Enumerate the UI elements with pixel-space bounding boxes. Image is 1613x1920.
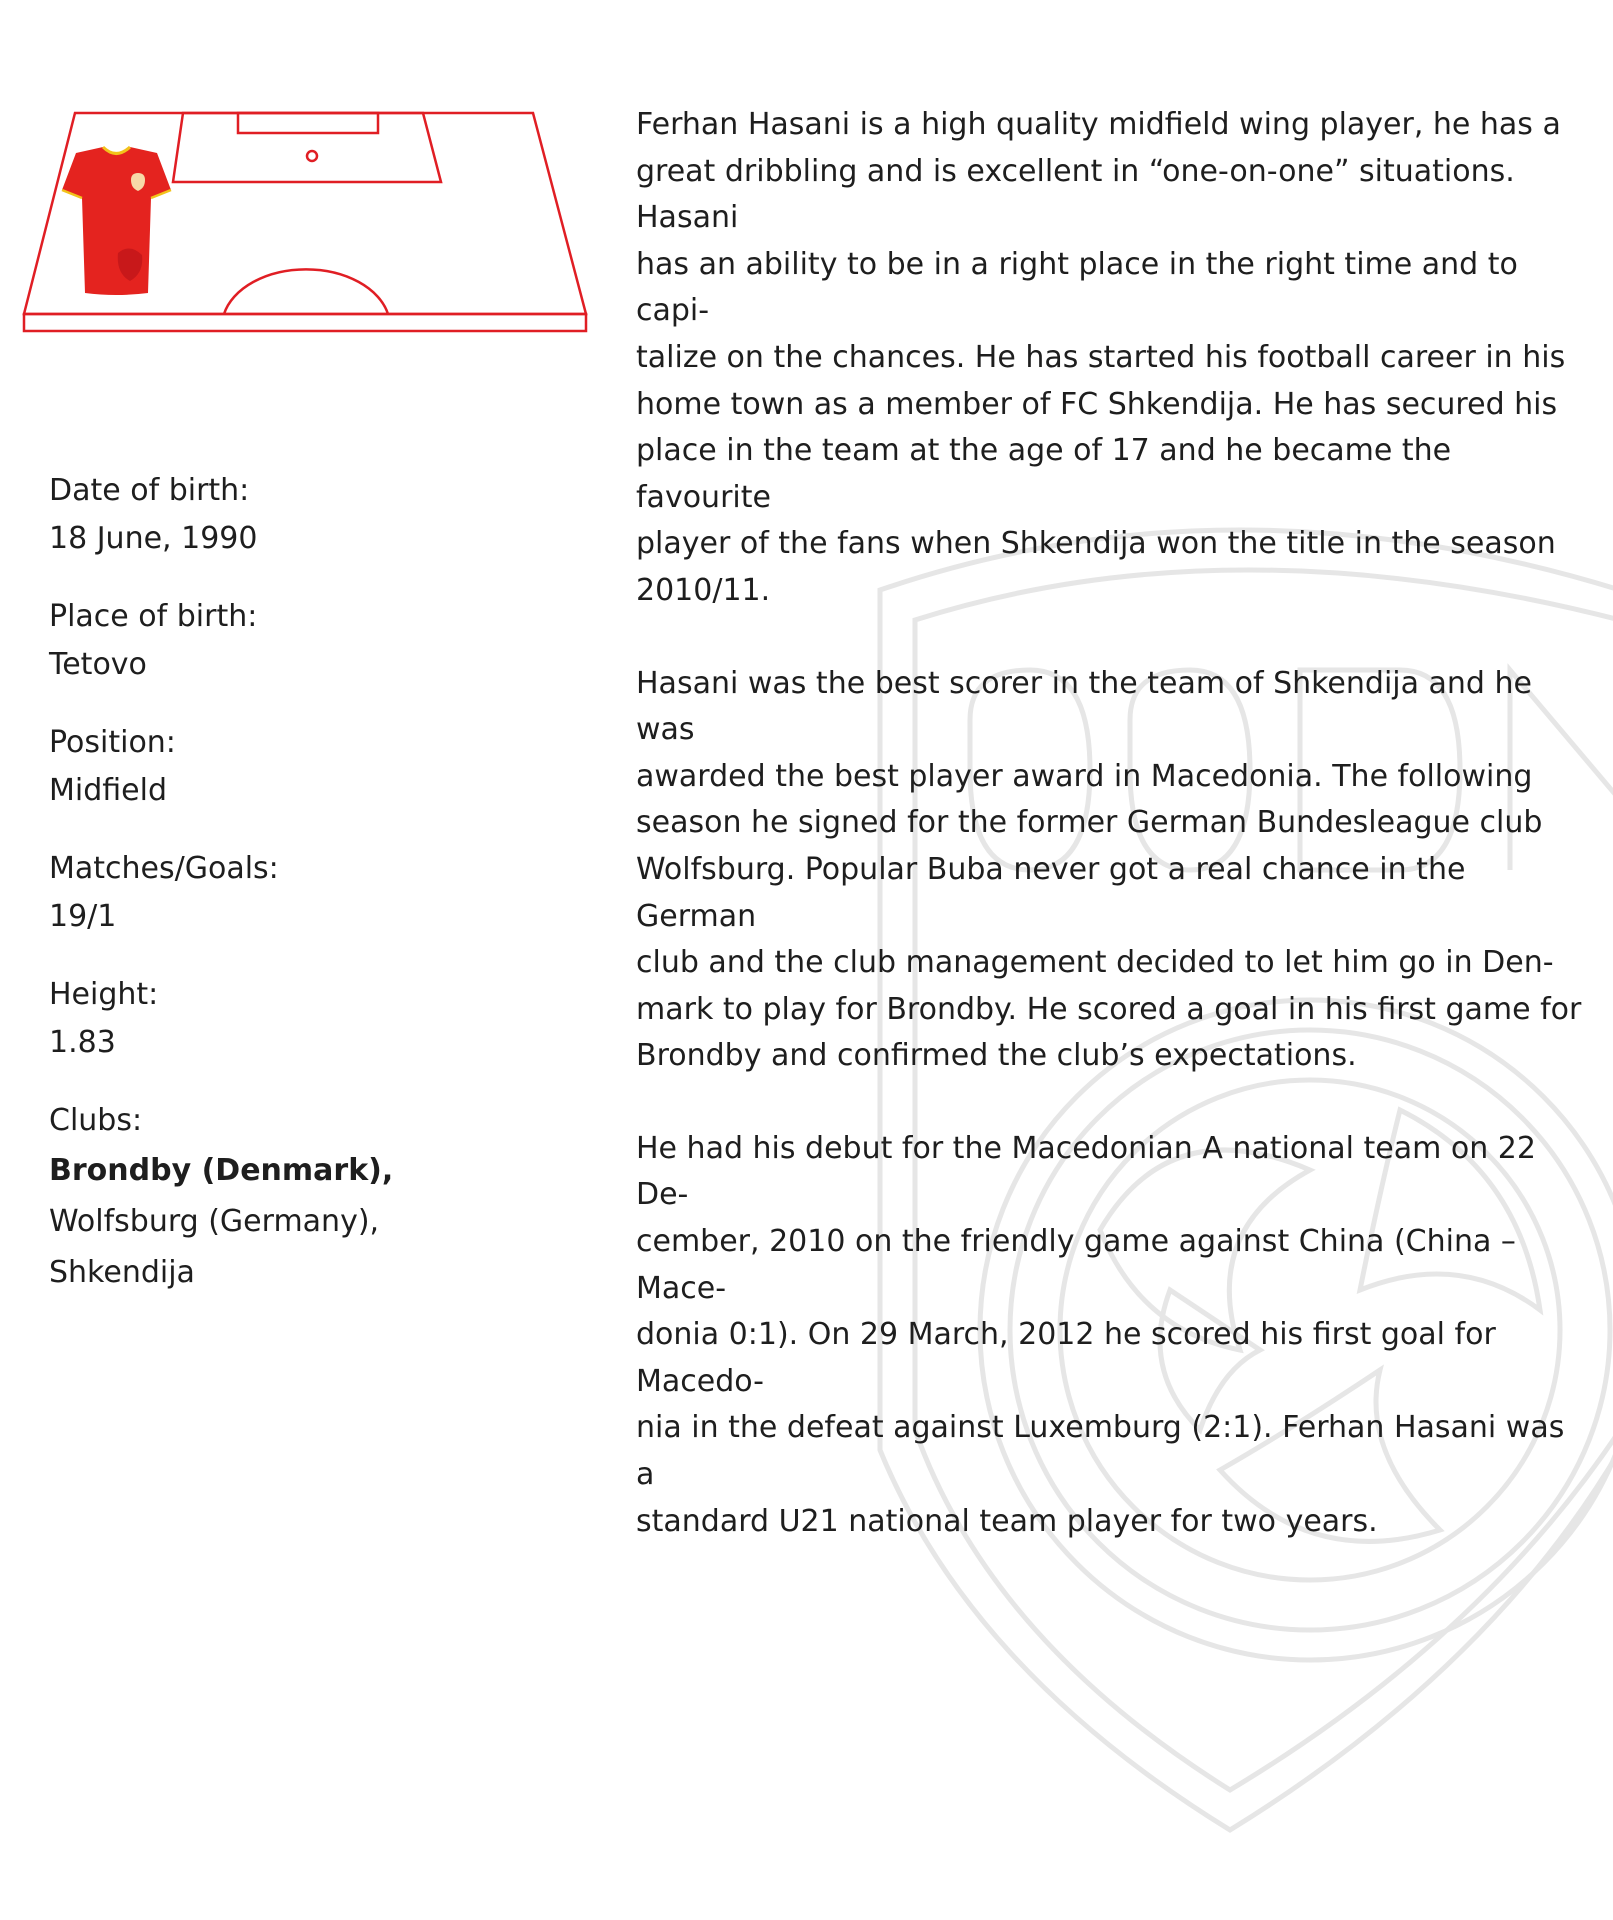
club-item: Wolfsburg (Germany), [49, 1204, 380, 1239]
penalty-box [173, 113, 441, 182]
bio-paragraph: He had his debut for the Macedonian A national team on 22 De- cember, 2010 on the friendly game against China (China – Mace- donia 0:1). On 29 March, 2012 he scored his first goal for Macedo- nia in the defeat against Luxemburg (2:1). Ferhan Hasani was a standard U21 national team player for two years. [636, 1130, 1565, 1539]
jersey-icon [62, 147, 171, 295]
info-value: 18 June, 1990 [49, 521, 258, 556]
info-label: Position: [49, 725, 176, 760]
info-value: Midfield [49, 773, 167, 808]
goal-box [238, 113, 378, 133]
player-info [49, 467, 569, 1328]
biography [636, 102, 1586, 1591]
club-item: Shkendija [49, 1255, 195, 1290]
info-place-of-birth [49, 593, 569, 689]
center-circle-arc [224, 269, 388, 314]
pitch-edge [24, 314, 586, 331]
info-label: Date of birth: [49, 473, 250, 508]
info-clubs [49, 1097, 569, 1298]
penalty-spot [307, 151, 317, 161]
info-label: Height: [49, 977, 159, 1012]
info-label: Place of birth: [49, 599, 258, 634]
info-label: Matches/Goals: [49, 851, 279, 886]
info-position [49, 719, 569, 815]
pitch-diagram [18, 105, 598, 337]
bio-paragraph: Ferhan Hasani is a high quality midfield wing player, he has a great dribbling and is excellent in “one-on-one” situations. Hasani has an ability to be in a right place in the right time and to capi- talize on the chances. He has started his football career in his home town as a member of FC Shkendija. He has secured his place in the team at the age of 17 and he became the favourite player of the fans when Shkendija won the title in the season 2010/11. [636, 107, 1566, 608]
info-date-of-birth [49, 467, 569, 563]
info-matches-goals [49, 845, 569, 941]
club-current: Brondby (Denmark), [49, 1153, 394, 1188]
info-value: 19/1 [49, 899, 117, 934]
clubs-label: Clubs: [49, 1103, 143, 1138]
bio-paragraph: Hasani was the best scorer in the team of Shkendija and he was awarded the best player award in Macedonia. The following season he signed for the former German Bundesleague club Wolfsburg. Popular Buba never got a real chance in the German club and the club management decided to let him go in Den- mark to play for Brondby. He scored a goal in his first game for Brondby and confirmed the club’s expectations. [636, 665, 1582, 1074]
info-height [49, 971, 569, 1067]
info-value: Tetovo [49, 647, 147, 682]
info-value: 1.83 [49, 1025, 116, 1060]
